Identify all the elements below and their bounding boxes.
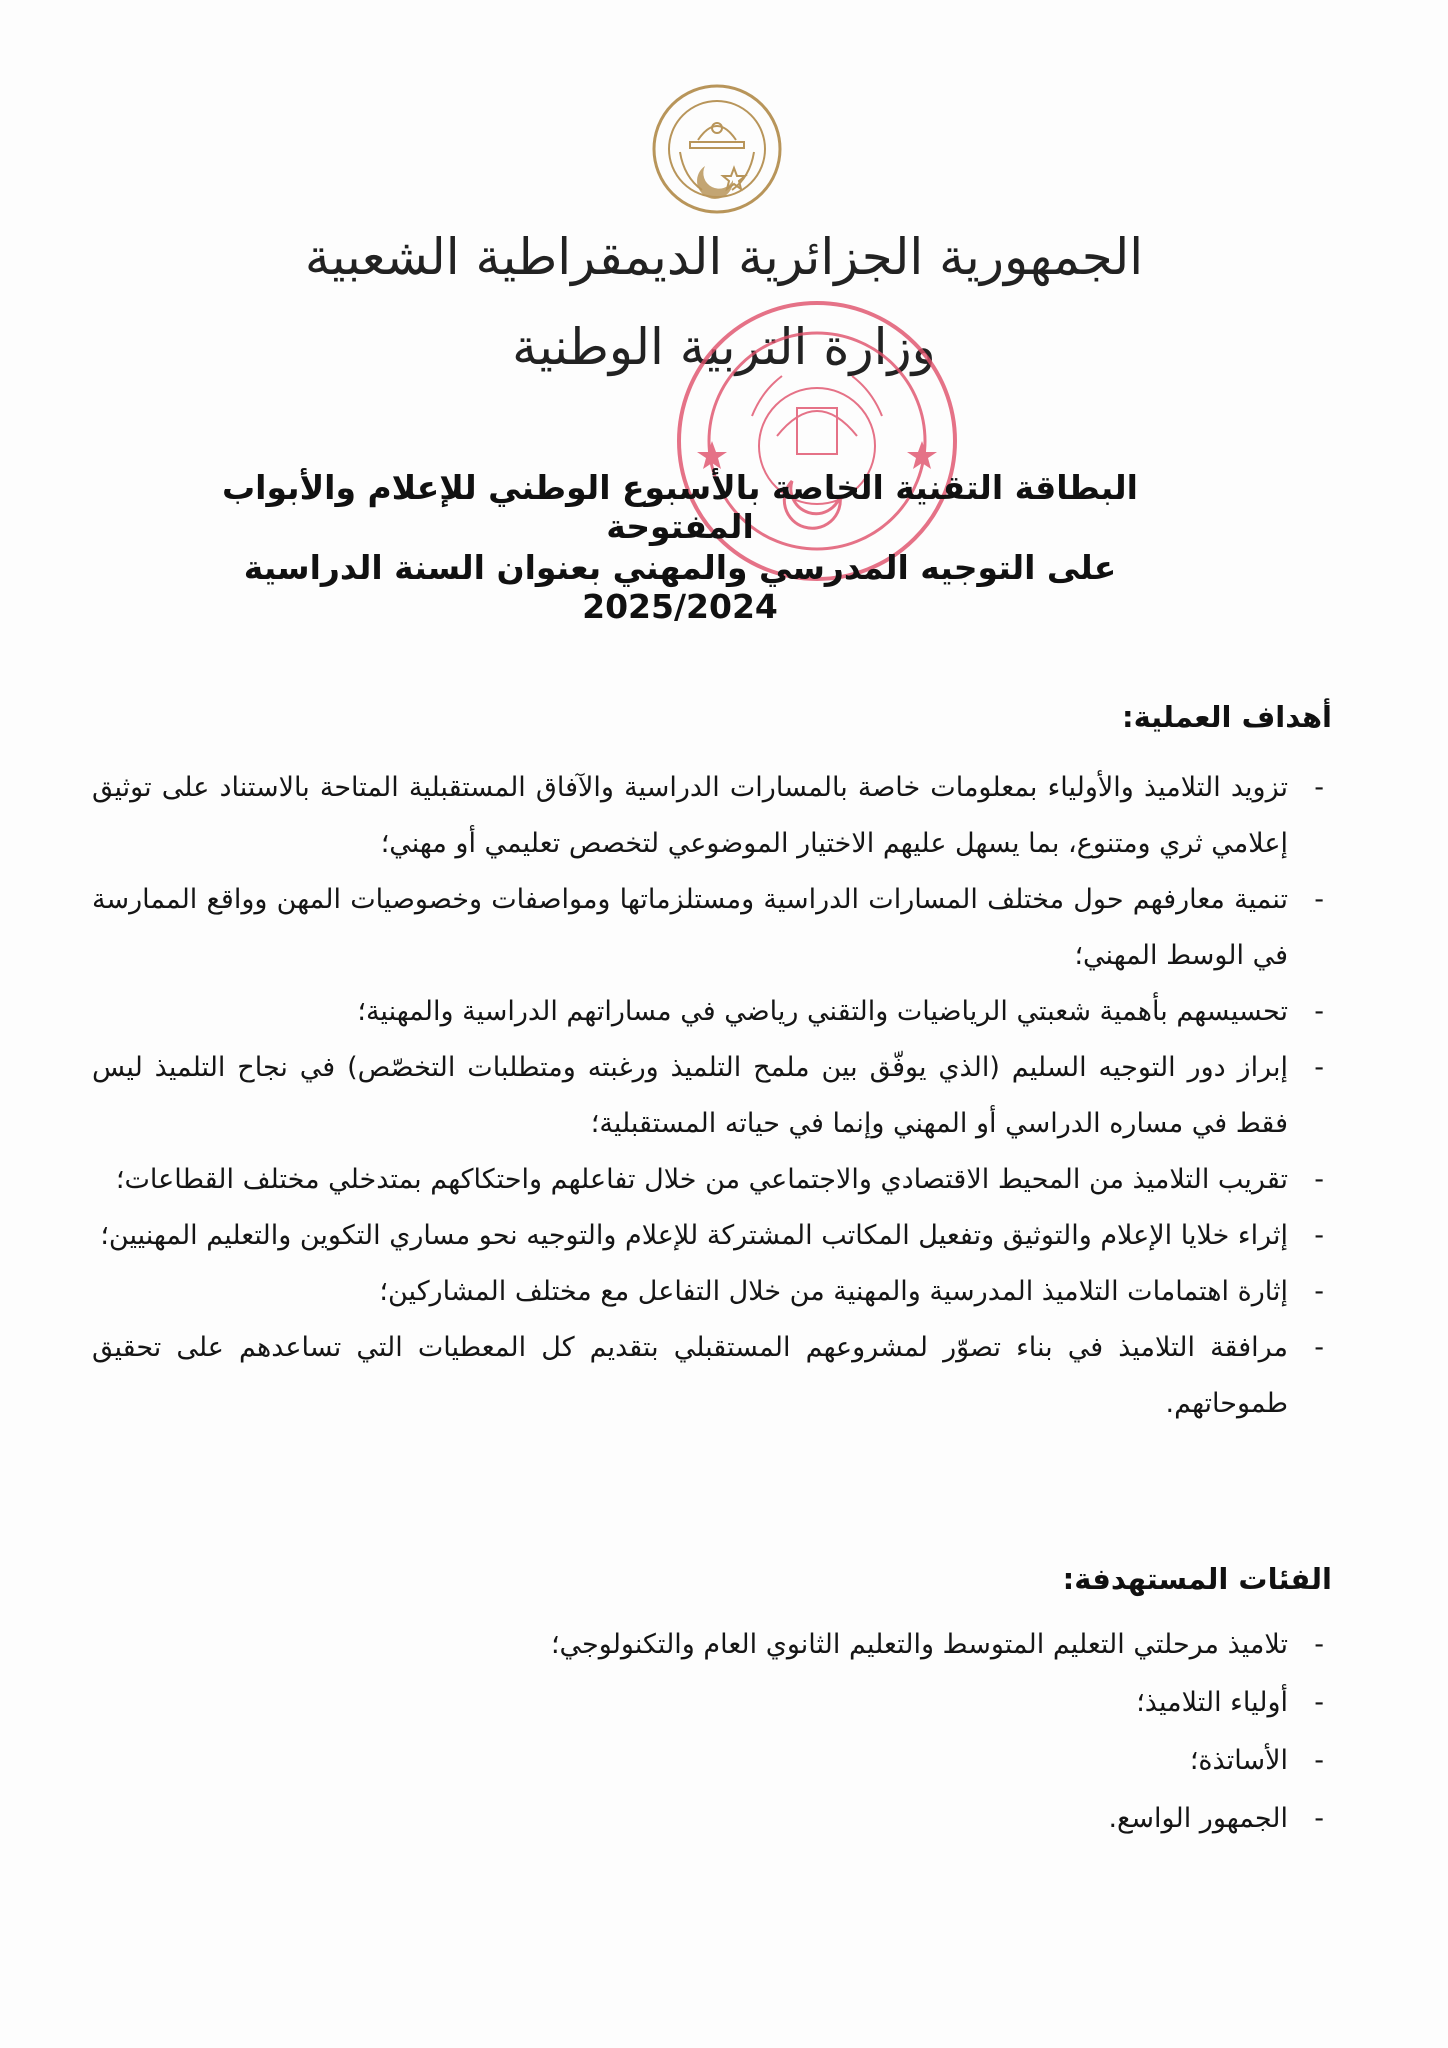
list-item-text: مرافقة التلاميذ في بناء تصوّر لمشروعهم المستقبلي بتقديم كل المعطيات التي تساعدهم على تحقيق طموحاتهم. [92,1332,1288,1419]
list-marker: - [1314,1220,1324,1251]
list-item [92,1152,1324,1208]
list-item-text: تنمية معارفهم حول مختلف المسارات الدراسية ومستلزماتها ومواصفات وخصوصيات المهن وواقع الممارسة في الوسط المهني؛ [92,884,1288,971]
list-item-text: تحسيسهم بأهمية شعبتي الرياضيات والتقني رياضي في مساراتهم الدراسية والمهنية؛ [357,996,1288,1027]
list-item [92,1616,1324,1674]
list-item-text: إبراز دور التوجيه السليم (الذي يوفّق بين ملمح التلميذ ورغبته ومتطلبات التخصّص) في نجاح التلميذ ليس فقط في مساره الدراسي أو المهني وإنما في حياته المستقبلية؛ [92,1052,1288,1139]
document-title-line-2: على التوجيه المدرسي والمهني بعنوان السنة الدراسية 2025/2024 [243,548,1117,626]
list-marker: - [1314,1164,1324,1195]
list-item [92,1264,1324,1320]
targets-heading: الفئات المستهدفة: [1062,1562,1332,1596]
list-marker: - [1314,1629,1324,1660]
list-item-text: أولياء التلاميذ؛ [1136,1687,1288,1718]
list-item-text: إثراء خلايا الإعلام والتوثيق وتفعيل المكاتب المشتركة للإعلام والتوجيه نحو مساري التكوين والتعليم المهنيين؛ [100,1220,1288,1251]
list-marker: - [1314,772,1324,803]
republic-name: الجمهورية الجزائرية الديمقراطية الشعبية [304,228,1144,286]
list-item-text: الأساتذة؛ [1189,1745,1288,1776]
list-marker: - [1314,1332,1324,1363]
list-item [92,1674,1324,1732]
list-item [92,984,1324,1040]
list-item [92,1732,1324,1790]
list-item [92,1320,1324,1432]
objectives-heading: أهداف العملية: [1121,700,1332,734]
list-marker: - [1314,884,1324,915]
list-marker: - [1314,996,1324,1027]
objectives-list [92,760,1324,1432]
document-title-line-1: البطاقة التقنية الخاصة بالأسبوع الوطني للإعلام والأبواب المفتوحة [222,468,1138,546]
list-item-text: تلاميذ مرحلتي التعليم المتوسط والتعليم الثانوي العام والتكنولوجي؛ [550,1629,1288,1660]
list-item-text: إثارة اهتمامات التلاميذ المدرسية والمهنية من خلال التفاعل مع مختلف المشاركين؛ [379,1276,1288,1307]
list-marker: - [1314,1803,1324,1834]
targets-list [92,1616,1324,1848]
list-marker: - [1314,1276,1324,1307]
national-emblem-seal [650,82,784,216]
list-item [92,1790,1324,1848]
list-marker: - [1314,1687,1324,1718]
list-item-text: الجمهور الواسع. [1108,1803,1288,1834]
list-item-text: تقريب التلاميذ من المحيط الاقتصادي والاجتماعي من خلال تفاعلهم واحتكاكهم بمتدخلي مختلف القطاعات؛ [115,1164,1288,1195]
list-marker: - [1314,1052,1324,1083]
list-item [92,1040,1324,1152]
list-item [92,1208,1324,1264]
list-item-text: تزويد التلاميذ والأولياء بمعلومات خاصة بالمسارات الدراسية والآفاق المستقبلية المتاحة بالاستناد على توثيق إعلامي ثري ومتنوع، بما يسهل عليهم الاختيار الموضوعي لتخصص تعليمي أو مهني؛ [92,772,1288,859]
list-item [92,760,1324,872]
list-marker: - [1314,1745,1324,1776]
ministry-name: وزارة التربية الوطنية [512,318,936,376]
list-item [92,872,1324,984]
